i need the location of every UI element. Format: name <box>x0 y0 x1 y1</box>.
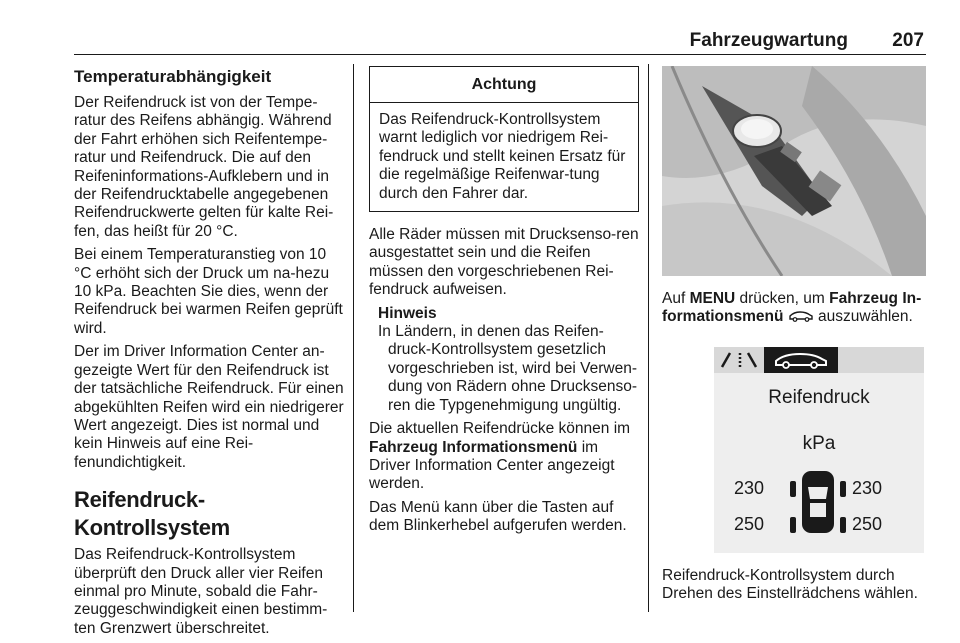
column-middle <box>369 66 639 541</box>
text: im Driver Information Center angezeigt werden. <box>369 438 615 493</box>
lcd-title: Reifendruck <box>768 386 870 408</box>
menu-name: Fahrzeug In-formationsmenü <box>662 290 922 326</box>
lcd-unit: kPa <box>802 432 836 454</box>
note-text: In Ländern, in denen das Reifen-druck-Kontrollsystem gesetzlich vorgeschrieben ist, wird bei Verwen-dung von Rädern ohne Drucksenso-ren die Typgenehmigung ungültig. <box>378 323 638 414</box>
paragraph: Der im Driver Information Center an-gezeigte Wert für den Reifendruck ist der tatsächliche Reifendruck. Für einen abgekühlten Reifen wird ein niedrigerer Wert angezeigt. Dies ist normal und kein Hinweis auf eine Rei-fenundichtigkeit. <box>74 343 344 471</box>
pressure-front-right: 230 <box>852 477 883 498</box>
text: Die aktuellen Reifendrücke können im <box>369 420 631 438</box>
stalk-icon <box>662 66 926 276</box>
car-icon <box>788 310 814 322</box>
text: drücken, um <box>735 290 830 307</box>
chapter-title: Fahrzeugwartung <box>689 30 848 51</box>
instruction <box>662 290 926 327</box>
paragraph: Das Menü kann über die Tasten auf dem Blinkerhebel aufgerufen werden. <box>369 498 627 535</box>
paragraph: Das Reifendruck-Kontrollsystem überprüft den Druck aller vier Reifen einmal pro Minute, sobald die Fahr-zeuggeschwindigkeit einen bestimm-ten Grenzwert überschreitet. <box>74 546 328 637</box>
menu-name: Fahrzeug Informationsmenü <box>369 438 578 456</box>
note-box <box>369 305 639 415</box>
caution-text: Das Reifendruck-Kontrollsystem warnt lediglich vor niedrigem Rei-fendruck und stellt keinen Ersatz für die regelmäßige Reifenwar-tung durch den Fahrer dar. <box>379 111 626 202</box>
section-title: Reifendruck-Kontrollsystem <box>74 487 230 541</box>
pressure-front-left: 230 <box>734 477 765 498</box>
caution-box <box>369 66 639 212</box>
pressure-rear-right: 250 <box>852 513 883 534</box>
paragraph: Bei einem Temperaturanstieg von 10 °C erhöht sich der Druck um na-hezu 10 kPa. Beachten Sie dies, wenn der Reifendruck bei warmen Reifen geprüft wird. <box>74 246 343 337</box>
stalk-photo <box>662 66 926 276</box>
heading-temperature: Temperaturabhängigkeit <box>74 67 272 86</box>
column-left <box>74 66 344 643</box>
page-number: 207 <box>892 30 924 51</box>
menu-key: MENU <box>689 290 736 307</box>
lcd-display <box>714 347 924 553</box>
column-divider <box>353 64 354 612</box>
page-header <box>74 30 926 55</box>
pressure-rear-left: 250 <box>734 513 765 534</box>
tire-icon <box>790 471 846 533</box>
paragraph: Alle Räder müssen mit Drucksenso-ren ausgestattet sein und die Reifen müssen den vorgeschriebenen Rei-fendruck aufweisen. <box>369 226 639 299</box>
note-title: Hinweis <box>378 304 437 322</box>
caution-title: Achtung <box>370 67 638 103</box>
column-divider <box>648 64 649 612</box>
text: Auf <box>662 290 690 307</box>
column-right <box>662 66 926 609</box>
paragraph <box>369 420 639 494</box>
caption: Reifendruck-Kontrollsystem durch Drehen des Einstellrädchens wählen. <box>662 566 918 603</box>
text: auszuwählen. <box>813 308 913 326</box>
paragraph: Der Reifendruck ist von der Tempe-ratur des Reifens abhängig. Während der Fahrt erhöhen sich Reifentempe-ratur und Reifendruck. Die auf den Reifeninformations-Aufklebern und in der Reifendrucktabelle angegebenen Reifendruckwerte gelten für kalte Rei-fen, das heißt für 20 °C. <box>74 94 334 240</box>
